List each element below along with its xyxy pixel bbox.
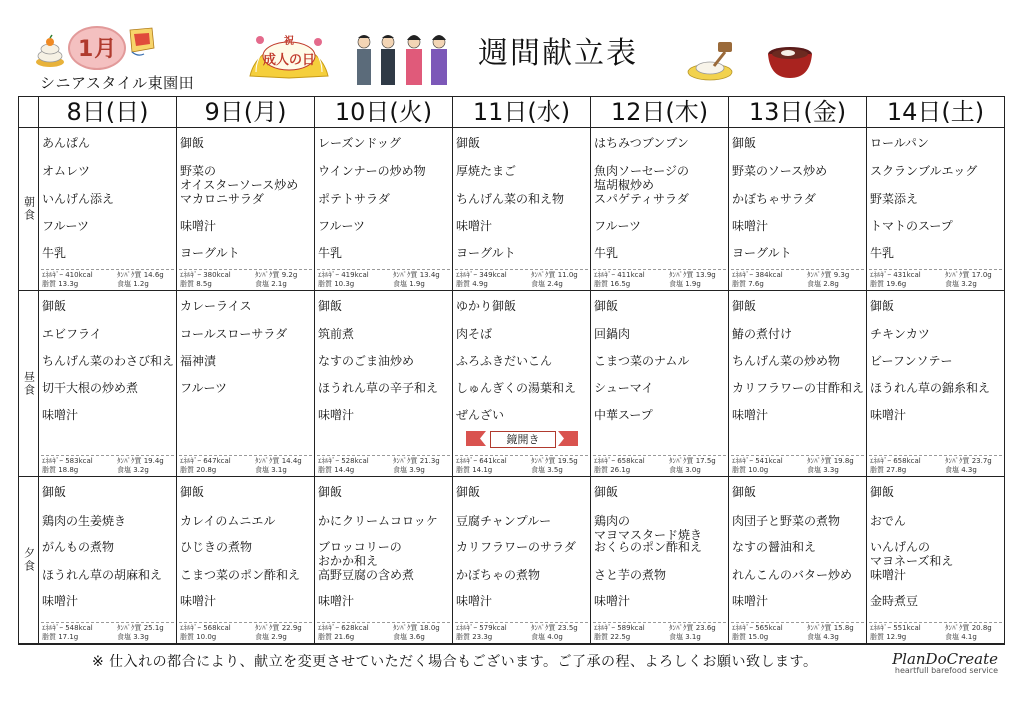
dish-item: 牛乳	[42, 246, 67, 260]
nutrition-info	[869, 269, 1002, 290]
dish-item: ゆかり御飯	[456, 299, 517, 313]
nutrition-value: 脂質 10.0g	[180, 633, 217, 641]
dish-item: いんげんの マヨネーズ和え	[870, 540, 954, 568]
nutrition-value: ｴﾈﾙｷﾞｰ 431kcal	[870, 271, 921, 279]
menu-cell-lunch	[453, 291, 591, 477]
nutrition-value: 脂質 23.3g	[456, 633, 493, 641]
dish-item: チキンカツ	[870, 327, 930, 341]
nutrition-info	[179, 622, 312, 643]
nutrition-value: ｴﾈﾙｷﾞｰ 647kcal	[180, 457, 231, 465]
dish-item: ヨーグルト	[732, 246, 792, 260]
nutrition-value: ﾀﾝﾊﾟｸ質 17.0g	[945, 271, 992, 279]
nutrition-value: ﾀﾝﾊﾟｸ質 19.4g	[117, 457, 164, 465]
nutrition-value: ｴﾈﾙｷﾞｰ 565kcal	[732, 624, 783, 632]
dish-item: スクランブルエッグ	[870, 164, 978, 178]
dish-item: おくらのポン酢和え	[594, 540, 703, 554]
dish-item: 味噌汁	[732, 408, 769, 422]
nutrition-value: ｴﾈﾙｷﾞｰ 419kcal	[318, 271, 369, 279]
dish-item: 切干大根の炒め煮	[42, 381, 139, 395]
meal-label: 昼食	[19, 291, 39, 477]
nutrition-info	[455, 622, 588, 643]
brand-tagline: heartfull barefood service	[894, 666, 998, 675]
dish-item: かぼちゃの煮物	[456, 568, 541, 582]
menu-cell-breakfast	[591, 128, 729, 291]
mochi-mallet-icon	[686, 38, 748, 82]
nutrition-info	[869, 455, 1002, 476]
grid-corner	[19, 97, 39, 128]
menu-cell-dinner	[453, 477, 591, 644]
dish-item: カリフラワーの甘酢和え	[732, 381, 865, 395]
nutrition-value: ﾀﾝﾊﾟｸ質 19.5g	[531, 457, 578, 465]
nutrition-info	[731, 455, 864, 476]
nutrition-value: 食塩 1.9g	[669, 280, 701, 288]
nutrition-info	[41, 269, 174, 290]
dish-item: フルーツ	[318, 219, 366, 233]
menu-cell-lunch	[867, 291, 1005, 477]
nutrition-value: 食塩 3.5g	[531, 466, 563, 474]
nutrition-value: 食塩 4.3g	[945, 466, 977, 474]
dish-item: ほうれん草の錦糸和え	[870, 381, 991, 395]
nutrition-info	[455, 455, 588, 476]
dish-item: ウインナーの炒め物	[318, 164, 426, 178]
dish-item: あんぱん	[42, 136, 91, 150]
nutrition-value: ﾀﾝﾊﾟｸ質 22.9g	[255, 624, 302, 632]
nutrition-value: 脂質 26.1g	[594, 466, 631, 474]
nutrition-value: ﾀﾝﾊﾟｸ質 25.1g	[117, 624, 164, 632]
dish-item: ヨーグルト	[180, 246, 240, 260]
nutrition-info	[731, 269, 864, 290]
dish-item: かにクリームコロッケ	[318, 514, 438, 528]
dish-item: 味噌汁	[42, 594, 79, 608]
day-header: 12日(木)	[591, 97, 729, 128]
nutrition-value: 食塩 3.2g	[117, 466, 149, 474]
menu-cell-lunch	[39, 291, 177, 477]
menu-cell-lunch	[315, 291, 453, 477]
dish-item: カレーライス	[180, 299, 252, 313]
menu-cell-dinner	[39, 477, 177, 644]
nutrition-value: ﾀﾝﾊﾟｸ質 19.8g	[807, 457, 854, 465]
nutrition-value: 食塩 2.8g	[807, 280, 839, 288]
dish-item: はちみつブンブン	[594, 136, 689, 150]
nutrition-value: 脂質 8.5g	[180, 280, 212, 288]
dish-item: 御飯	[318, 485, 343, 499]
dish-item: 牛乳	[594, 246, 619, 260]
nutrition-value: 食塩 1.2g	[117, 280, 149, 288]
dish-item: 御飯	[318, 299, 343, 313]
dish-item: フルーツ	[180, 381, 228, 395]
dish-item: なすの醤油和え	[732, 540, 817, 554]
dish-item: 金時煮豆	[870, 594, 919, 608]
dish-item: 魚肉ソーセージの 塩胡椒炒め	[594, 164, 690, 192]
nutrition-value: 食塩 2.9g	[255, 633, 287, 641]
dish-item: 福神漬	[180, 354, 217, 368]
nutrition-value: 食塩 3.2g	[945, 280, 977, 288]
nutrition-value: ｴﾈﾙｷﾞｰ 658kcal	[870, 457, 921, 465]
dish-item: 味噌汁	[318, 594, 355, 608]
brand-logo	[858, 650, 998, 675]
dish-item: 回鍋肉	[594, 327, 631, 341]
menu-cell-dinner	[591, 477, 729, 644]
dish-item: 筑前煮	[318, 327, 355, 341]
dish-item: 御飯	[870, 299, 895, 313]
nutrition-value: ｴﾈﾙｷﾞｰ 589kcal	[594, 624, 645, 632]
dish-item: フルーツ	[42, 219, 90, 233]
zenzai-bowl-icon	[766, 40, 814, 82]
nutrition-value: ｴﾈﾙｷﾞｰ 628kcal	[318, 624, 369, 632]
nutrition-info	[455, 269, 588, 290]
dish-item: エビフライ	[42, 327, 102, 341]
dish-item: カリフラワーのサラダ	[456, 540, 576, 554]
nutrition-value: 脂質 19.6g	[870, 280, 907, 288]
nutrition-value: ﾀﾝﾊﾟｸ質 18.0g	[393, 624, 440, 632]
nutrition-value: ｴﾈﾙｷﾞｰ 384kcal	[732, 271, 783, 279]
nutrition-info	[317, 622, 450, 643]
seijin-label: 成人の日	[262, 53, 315, 68]
nutrition-value: 脂質 17.1g	[42, 633, 79, 641]
meal-label: 夕食	[19, 477, 39, 644]
nutrition-info	[869, 622, 1002, 643]
nutrition-value: 食塩 3.1g	[669, 633, 701, 641]
dish-item: ほうれん草の胡麻和え	[42, 568, 163, 582]
dish-item: 御飯	[42, 485, 67, 499]
dish-item: 御飯	[594, 485, 619, 499]
nutrition-info	[41, 622, 174, 643]
dish-item: こまつ菜のナムル	[594, 354, 690, 368]
nutrition-info	[593, 455, 726, 476]
nutrition-value: ｴﾈﾙｷﾞｰ 579kcal	[456, 624, 507, 632]
facility-name: シニアスタイル東園田	[40, 74, 195, 92]
dish-item: ブロッコリーの おかか和え	[318, 540, 402, 568]
dish-item: 御飯	[870, 485, 895, 499]
nutrition-value: ｴﾈﾙｷﾞｰ 528kcal	[318, 457, 369, 465]
dish-item: 野菜の オイスターソース炒め	[180, 164, 299, 192]
nutrition-value: ｴﾈﾙｷﾞｰ 541kcal	[732, 457, 783, 465]
dish-item: 高野豆腐の含め煮	[318, 568, 415, 582]
kagami-mochi-icon	[34, 34, 66, 68]
day-header: 14日(土)	[867, 97, 1005, 128]
dish-item: なすのごま油炒め	[318, 354, 415, 368]
menu-cell-lunch	[177, 291, 315, 477]
nutrition-value: ﾀﾝﾊﾟｸ質 15.8g	[807, 624, 854, 632]
header	[0, 0, 1024, 96]
nutrition-value: ﾀﾝﾊﾟｸ質 20.8g	[945, 624, 992, 632]
menu-cell-dinner	[177, 477, 315, 644]
dish-item: ちんげん菜のわさび和え	[42, 354, 175, 368]
month-badge	[30, 18, 145, 70]
nutrition-value: 食塩 3.1g	[255, 466, 287, 474]
menu-cell-breakfast	[729, 128, 867, 291]
nutrition-value: 脂質 14.1g	[456, 466, 493, 474]
dish-item: 味噌汁	[318, 408, 355, 422]
menu-cell-breakfast	[177, 128, 315, 291]
menu-cell-lunch	[591, 291, 729, 477]
dish-item: 御飯	[42, 299, 67, 313]
nutrition-value: ﾀﾝﾊﾟｸ質 9.2g	[255, 271, 298, 279]
day-header: 9日(月)	[177, 97, 315, 128]
dish-item: 御飯	[456, 485, 481, 499]
nutrition-value: 食塩 2.1g	[255, 280, 287, 288]
dish-item: 肉そば	[456, 327, 493, 341]
dish-item: 野菜添え	[870, 192, 919, 206]
day-header: 8日(日)	[39, 97, 177, 128]
dish-item: カレイのムニエル	[180, 514, 276, 528]
nutrition-value: 脂質 27.8g	[870, 466, 907, 474]
nutrition-value: ｴﾈﾙｷﾞｰ 411kcal	[594, 271, 645, 279]
dish-item: かぼちゃサラダ	[732, 192, 816, 206]
nutrition-value: ﾀﾝﾊﾟｸ質 23.5g	[531, 624, 578, 632]
day-header: 10日(火)	[315, 97, 453, 128]
dish-item: 鶏肉の生姜焼き	[42, 514, 127, 528]
menu-cell-breakfast	[867, 128, 1005, 291]
nutrition-value: 食塩 4.1g	[945, 633, 977, 641]
dish-item: ふろふきだいこん	[456, 354, 553, 368]
dish-item: ポテトサラダ	[318, 192, 390, 206]
dish-item: さと芋の煮物	[594, 568, 667, 582]
nutrition-value: ﾀﾝﾊﾟｸ質 9.3g	[807, 271, 850, 279]
page-title: 週間献立表	[478, 36, 638, 71]
dish-item: 御飯	[732, 485, 757, 499]
nutrition-info	[593, 269, 726, 290]
nutrition-value: 脂質 20.8g	[180, 466, 217, 474]
nutrition-info	[179, 455, 312, 476]
nutrition-value: 食塩 3.6g	[393, 633, 425, 641]
nutrition-value: 食塩 3.0g	[669, 466, 701, 474]
dish-item: 味噌汁	[870, 408, 907, 422]
nutrition-info	[41, 455, 174, 476]
dish-item: 味噌汁	[456, 219, 493, 233]
nutrition-value: 脂質 10.3g	[318, 280, 355, 288]
menu-cell-breakfast	[315, 128, 453, 291]
dish-item: ぜんざい	[456, 408, 505, 422]
dish-item: 厚焼たまご	[456, 164, 517, 178]
nutrition-value: ｴﾈﾙｷﾞｰ 410kcal	[42, 271, 93, 279]
dish-item: ひじきの煮物	[180, 540, 253, 554]
nutrition-value: ﾀﾝﾊﾟｸ質 17.5g	[669, 457, 716, 465]
dish-item: 野菜のソース炒め	[732, 164, 828, 178]
nutrition-value: ﾀﾝﾊﾟｸ質 14.6g	[117, 271, 164, 279]
nutrition-value: 食塩 4.0g	[531, 633, 563, 641]
brand-name: PlanDoCreate	[892, 650, 998, 668]
nutrition-value: ﾀﾝﾊﾟｸ質 13.4g	[393, 271, 440, 279]
nutrition-value: 食塩 3.3g	[117, 633, 149, 641]
nutrition-value: 脂質 22.5g	[594, 633, 631, 641]
dish-item: おでん	[870, 514, 906, 528]
dish-item: 牛乳	[870, 246, 895, 260]
dish-item: しゅんぎくの湯葉和え	[456, 381, 577, 395]
nutrition-value: ｴﾈﾙｷﾞｰ 583kcal	[42, 457, 93, 465]
footer-note: ※ 仕入れの都合により、献立を変更させていただく場合もございます。ご了承の程、よろしくお願い致します。	[92, 654, 818, 670]
nutrition-value: ﾀﾝﾊﾟｸ質 14.4g	[255, 457, 302, 465]
seijin-small-label: 祝	[284, 36, 294, 47]
dish-item: 味噌汁	[180, 594, 217, 608]
dish-item: ちんげん菜の和え物	[456, 192, 565, 206]
dish-item: ちんげん菜の炒め物	[732, 354, 841, 368]
menu-cell-breakfast	[39, 128, 177, 291]
dish-item: 肉団子と野菜の煮物	[732, 514, 841, 528]
nutrition-value: 食塩 3.3g	[807, 466, 839, 474]
meal-label: 朝食	[19, 128, 39, 291]
nutrition-info	[317, 455, 450, 476]
nutrition-value: 脂質 10.0g	[732, 466, 769, 474]
dish-item: れんこんのバター炒め	[732, 568, 853, 582]
nutrition-info	[179, 269, 312, 290]
nutrition-value: ﾀﾝﾊﾟｸ質 13.9g	[669, 271, 716, 279]
nutrition-info	[731, 622, 864, 643]
dish-item: フルーツ	[594, 219, 642, 233]
dish-item: 味噌汁	[456, 594, 493, 608]
dish-item: 御飯	[732, 136, 757, 150]
dish-item: 味噌汁	[42, 408, 79, 422]
menu-cell-dinner	[867, 477, 1005, 644]
dish-item: いんげん添え	[42, 192, 115, 206]
month-label: 1月	[78, 37, 118, 62]
nutrition-value: ｴﾈﾙｷﾞｰ 658kcal	[594, 457, 645, 465]
nutrition-value: ﾀﾝﾊﾟｸ質 23.7g	[945, 457, 992, 465]
dish-item: ほうれん草の辛子和え	[318, 381, 439, 395]
dish-item: 味噌汁	[732, 219, 769, 233]
nutrition-value: 脂質 12.9g	[870, 633, 907, 641]
nutrition-value: ｴﾈﾙｷﾞｰ 349kcal	[456, 271, 507, 279]
dish-item: 豆腐チャンプルー	[456, 514, 552, 528]
dish-item: レーズンドッグ	[318, 136, 401, 150]
kagami-biraki-label: 鏡開き	[490, 431, 556, 448]
nutrition-info	[317, 269, 450, 290]
nutrition-value: ｴﾈﾙｷﾞｰ 548kcal	[42, 624, 93, 632]
day-header: 13日(金)	[729, 97, 867, 128]
dish-item: 味噌汁	[180, 219, 217, 233]
nutrition-value: 食塩 2.4g	[531, 280, 563, 288]
day-header: 11日(水)	[453, 97, 591, 128]
dish-item: コールスローサラダ	[180, 327, 288, 341]
nutrition-value: 脂質 4.9g	[456, 280, 488, 288]
dish-item: がんもの煮物	[42, 540, 115, 554]
nutrition-value: ﾀﾝﾊﾟｸ質 23.6g	[669, 624, 716, 632]
menu-cell-breakfast	[453, 128, 591, 291]
nutrition-value: ｴﾈﾙｷﾞｰ 551kcal	[870, 624, 921, 632]
nutrition-value: 脂質 14.4g	[318, 466, 355, 474]
dish-item: 御飯	[180, 136, 205, 150]
dish-item: 鰆の煮付け	[732, 327, 793, 341]
dish-item: トマトのスープ	[870, 219, 953, 233]
dish-item: マカロニサラダ	[180, 192, 264, 206]
nutrition-value: 食塩 3.9g	[393, 466, 425, 474]
dish-item: 鶏肉の マヨマスタード焼き	[594, 514, 703, 542]
dish-item: 御飯	[180, 485, 205, 499]
dish-item: ヨーグルト	[456, 246, 516, 260]
dish-item: スパゲティサラダ	[594, 192, 689, 206]
nutrition-value: 脂質 21.6g	[318, 633, 355, 641]
nutrition-value: ｴﾈﾙｷﾞｰ 380kcal	[180, 271, 231, 279]
menu-cell-lunch	[729, 291, 867, 477]
dish-item: 御飯	[594, 299, 619, 313]
dish-item: シューマイ	[594, 381, 654, 395]
dish-item: こまつ菜のポン酢和え	[180, 568, 301, 582]
dish-item: 牛乳	[318, 246, 343, 260]
menu-grid	[18, 96, 1005, 645]
dish-item: ビーフンソテー	[870, 354, 953, 368]
seijin-no-hi-illustration	[246, 26, 332, 82]
nutrition-value: ﾀﾝﾊﾟｸ質 21.3g	[393, 457, 440, 465]
dish-item: 味噌汁	[594, 594, 631, 608]
nutrition-value: ﾀﾝﾊﾟｸ質 11.0g	[531, 271, 578, 279]
dish-item: 中華スープ	[594, 408, 653, 422]
nutrition-value: 脂質 16.5g	[594, 280, 631, 288]
dish-item: 味噌汁	[732, 594, 769, 608]
nutrition-value: 脂質 15.0g	[732, 633, 769, 641]
dish-item: オムレツ	[42, 164, 91, 178]
menu-cell-dinner	[315, 477, 453, 644]
nutrition-value: ｴﾈﾙｷﾞｰ 568kcal	[180, 624, 231, 632]
dish-item: ロールパン	[870, 136, 929, 150]
menu-cell-dinner	[729, 477, 867, 644]
dish-item: 味噌汁	[870, 568, 907, 582]
dish-item: 御飯	[732, 299, 757, 313]
nutrition-value: 食塩 4.3g	[807, 633, 839, 641]
coming-of-age-people-icon	[352, 30, 452, 90]
nutrition-value: ｴﾈﾙｷﾞｰ 641kcal	[456, 457, 507, 465]
nutrition-info	[593, 622, 726, 643]
dish-item: 御飯	[456, 136, 481, 150]
kite-icon	[124, 24, 158, 58]
nutrition-value: 食塩 1.9g	[393, 280, 425, 288]
nutrition-value: 脂質 13.3g	[42, 280, 79, 288]
nutrition-value: 脂質 18.8g	[42, 466, 79, 474]
nutrition-value: 脂質 7.6g	[732, 280, 764, 288]
